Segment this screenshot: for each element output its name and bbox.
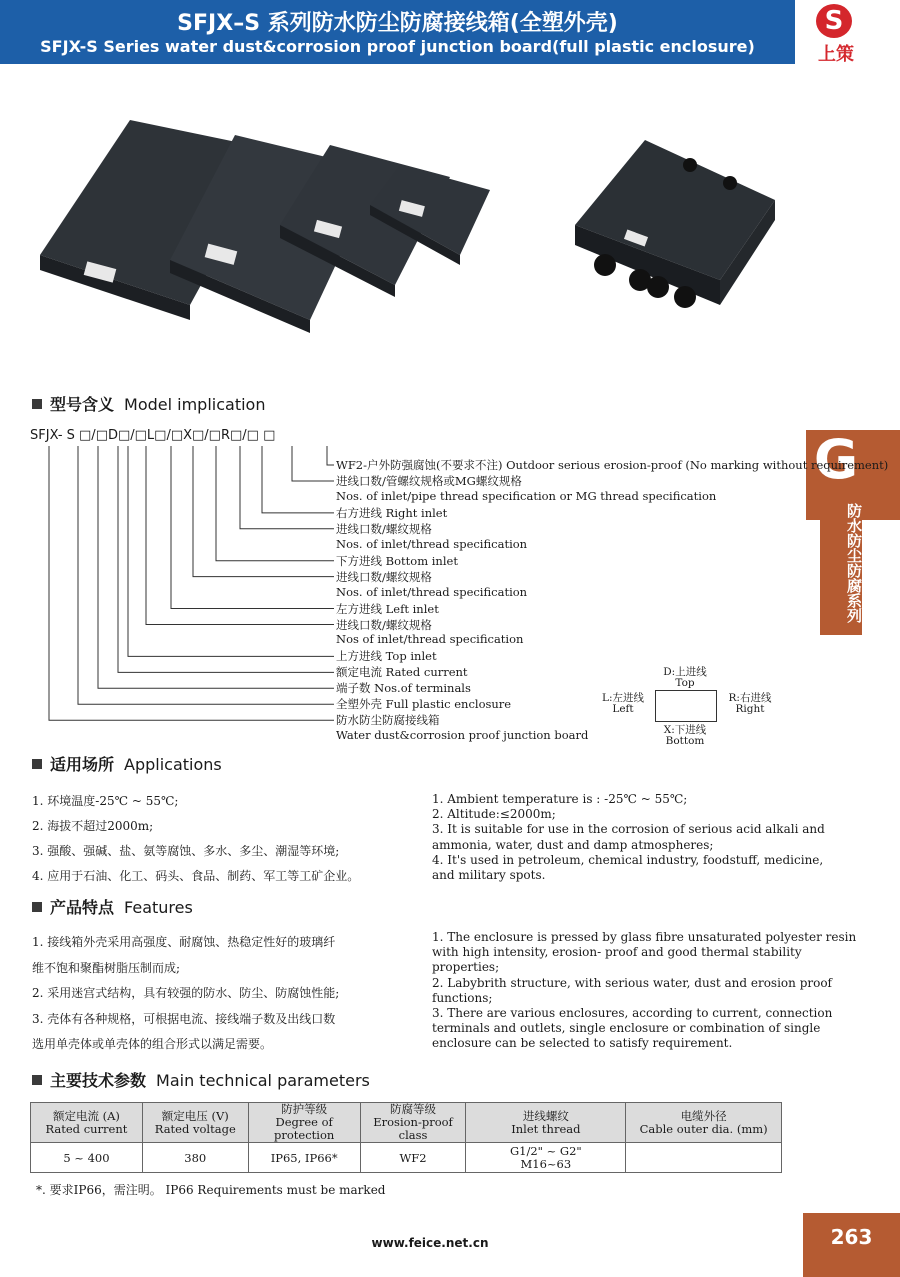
leader-line [216,446,334,561]
bottom-label-en: Bottom [665,735,705,747]
left-label-cn: L:左进线 [601,692,644,704]
list-item: 2. Altitude:≤2000m; [432,807,556,822]
table-row [31,1143,782,1173]
col-cable-dia: 电缆外径 Cable outer dia. (mm) [626,1103,782,1143]
model-meaning-line: 左方进线 Left inlet [336,601,439,616]
col-rated-voltage: 额定电压 (V) Rated voltage [142,1103,248,1143]
model-meaning-line: 右方进线 Right inlet [336,505,448,520]
leader-line [240,446,334,529]
model-meaning-line: WF2-户外防强腐蚀(不要求不注) Outdoor serious erosion-proof (No marking without requirement) [336,458,889,472]
model-meaning-line: 进线口数/螺纹规格 [336,569,432,584]
col-erosion-class: 防腐等级 Erosion-proof class [360,1103,466,1143]
bottom-label-cn: X:下进线 [663,724,707,736]
model-meaning-line: Nos of inlet/thread specification [336,632,524,647]
list-item: 2. Labybrith structure, with serious water, dust and erosion proof [432,975,833,990]
page-number: 263 [830,1225,873,1249]
cell-thread [466,1143,626,1173]
list-item: 3. 强酸、强碱、盐、氨等腐蚀、多水、多尘、潮湿等环境; [32,844,340,858]
leader-line [78,446,334,704]
model-meaning-line: 下方进线 Bottom inlet [336,553,458,568]
model-code: SFJX- S □/□D□/□L□/□X□/□R□/□ □ [30,428,276,443]
list-item: properties; [432,960,500,975]
leader-line [118,446,334,672]
list-item: 1. Ambient temperature is : -25℃ ~ 55℃; [432,792,688,806]
list-item: 3. 壳体有各种规格，可根据电流、接线端子数及出线口数 [32,1011,336,1026]
cell-cable [626,1143,782,1173]
section-heading-model: 型号含义 Model implication [32,392,265,415]
model-meaning-line: 进线口数/螺纹规格 [336,617,432,632]
cell-current: 5 ~ 400 [31,1143,143,1173]
table-header-row [31,1103,782,1143]
sidebar-series: 防水防尘防腐系列 [845,503,863,623]
col-protection: 防护等级 Degree of protection [248,1103,360,1143]
model-meaning-line: 上方进线 Top inlet [336,649,437,664]
page-subtitle: SFJX-S Series water dust&corrosion proof junction board(full plastic enclosure) [40,37,755,56]
leader-line [292,446,334,481]
logo-text: 上策 [818,44,854,65]
col-rated-current: 额定电流 (A) Rated current [31,1103,143,1143]
model-meaning-line: 进线口数/管螺纹规格或MG螺纹规格 [336,473,522,488]
list-item: 维不饱和聚酯树脂压制而成; [32,960,181,975]
list-item: ammonia, water, dust and damp atmospheres; [432,837,714,852]
model-meaning-line: 端子数 Nos.of terminals [336,681,471,696]
list-item: terminals and outlets, single enclosure or combination of single [432,1021,821,1036]
leader-line [327,446,334,465]
list-item: 3. It is suitable for use in the corrosion of serious acid alkali and [432,822,825,837]
leader-line [262,446,334,513]
list-item: with high intensity, erosion- proof and good thermal stability [432,945,802,960]
thread-g: G1/2" ~ G2" [509,1143,582,1158]
footnote: *. 要求IP66，需注明。 IP66 Requirements must be marked [36,1183,386,1197]
list-item: 4. It's used in petroleum, chemical industry, foodstuff, medicine, [432,852,824,867]
right-label-en: Right [735,703,765,715]
cell-protection: IP65, IP66* [248,1143,360,1173]
model-meaning-line: Water dust&corrosion proof junction board [336,728,589,743]
leader-line [171,446,334,609]
list-item: 3. There are various enclosures, according to current, connection [432,1006,833,1020]
thread-m: M16~63 [520,1156,572,1171]
model-meaning-line: 额定电流 Rated current [336,665,468,680]
model-meaning-line: Nos. of inlet/thread specification [336,536,528,551]
parameters-table [30,1102,782,1173]
list-item: 1. The enclosure is pressed by glass fibre unsaturated polyester resin [432,930,857,944]
list-item: 4. 应用于石油、化工、码头、食品、制药、军工等工矿企业。 [32,869,360,883]
logo-icon: S [816,4,852,38]
top-label-cn: D:上进线 [663,666,707,678]
list-item: functions; [432,990,493,1005]
right-label-cn: R:右进线 [728,692,772,704]
section-heading-features: 产品特点 Features [32,895,193,918]
square-bullet-icon [32,1075,42,1085]
list-item: 1. 环境温度-25℃ ~ 55℃; [32,794,179,808]
left-label-en: Left [612,703,634,715]
list-item: and military spots. [432,868,546,882]
list-item: enclosure can be selected to satisfy requirement. [432,1036,733,1051]
list-item: 1. 接线箱外壳采用高强度、耐腐蚀、热稳定性好的玻璃纤 [32,935,336,949]
cell-voltage: 380 [142,1143,248,1173]
model-meaning-line: 进线口数/螺纹规格 [336,521,432,536]
footer-url[interactable]: www.feice.net.cn [371,1236,489,1250]
model-meaning-line: Nos. of inlet/pipe thread specification or MG thread specification [336,488,717,503]
list-item: 选用单壳体或单壳体的组合形式以满足需要。 [32,1037,273,1051]
leader-line [193,446,334,577]
section-heading-params: 主要技术参数 Main technical parameters [32,1068,370,1091]
cell-erosion: WF2 [360,1143,466,1173]
model-meaning-line: 全塑外壳 Full plastic enclosure [336,697,512,712]
section-heading-applications: 适用场所 Applications [32,752,222,775]
list-item: 2. 海拔不超过2000m; [32,819,154,833]
leader-line [49,446,334,720]
top-label-en: Top [675,677,695,689]
model-meaning-line: Nos. of inlet/thread specification [336,584,528,599]
list-item: 2. 采用迷宫式结构，具有较强的防水、防尘、防腐蚀性能; [32,986,340,1000]
square-bullet-icon [32,902,42,912]
direction-box [655,690,717,722]
model-meaning-line: 防水防尘防腐接线箱 [336,713,440,728]
page-title: SFJX–S 系列防水防尘防腐接线箱(全塑外壳) [177,11,618,36]
square-bullet-icon [32,759,42,769]
col-inlet-thread: 进线螺纹 Inlet thread [466,1103,626,1143]
sidebar-letter: G [813,428,859,491]
